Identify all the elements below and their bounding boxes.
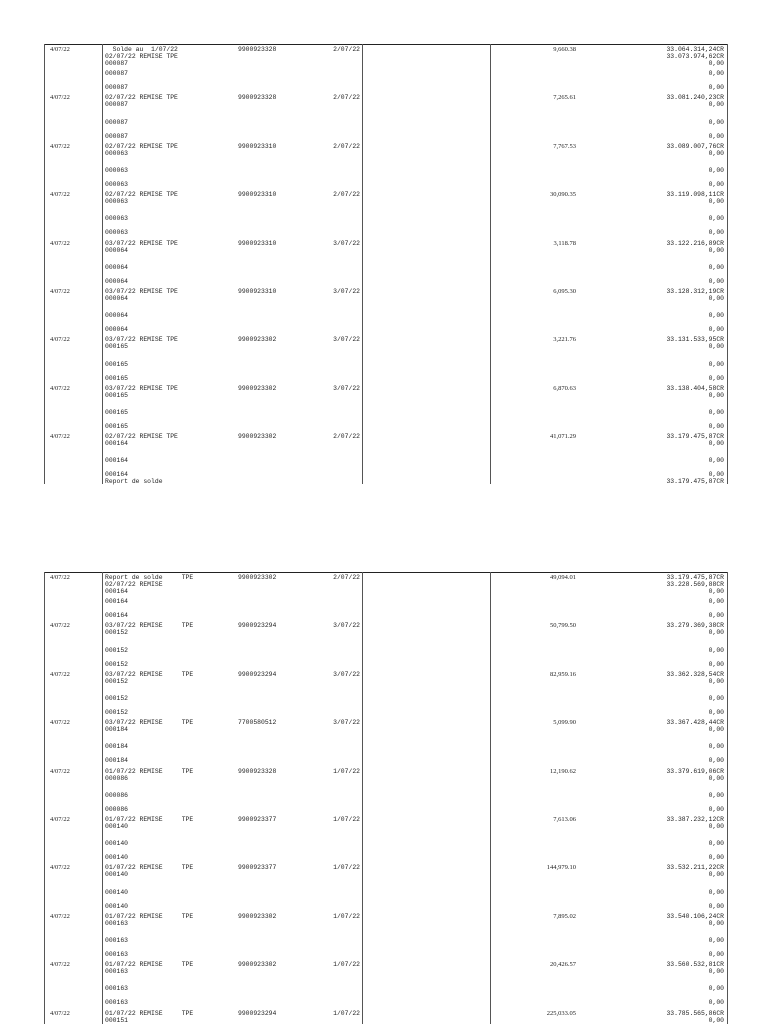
entry-label: Solde au 1/07/22 02/07/22 REMISE TPE 000087 [105, 46, 178, 67]
entry-value-date: 1/07/22 [333, 816, 360, 823]
entry-date: 4/07/22 [50, 574, 70, 581]
entry-balance: 33.362.328,54CR 0,00 [666, 670, 724, 685]
entry-date: 4/07/22 [50, 191, 70, 199]
entry-amount: 225,033.05 [546, 1009, 576, 1017]
entry-date: 4/07/22 [50, 433, 70, 441]
table-top-rule [44, 572, 727, 573]
entry-balance: 33.089.007,76CR 0,00 [666, 142, 724, 157]
entry-balance: 33.131.533,95CR 0,00 [666, 336, 724, 351]
entry-reference: 9900923328 [238, 767, 277, 775]
column-rule [102, 572, 103, 1024]
entry-balance: 0,00 0,00 [708, 118, 724, 140]
entry-value-date: 3/07/22 [333, 336, 360, 344]
entry-label: 01/07/22 REMISE TPE 000163 [105, 912, 194, 927]
column-rule [44, 44, 45, 484]
entry-amount: 3,118.78 [553, 239, 576, 247]
entry-amount: 20,426.57 [550, 961, 576, 969]
entry-value-date: 2/07/22 [333, 142, 360, 150]
entry-balance: 33.785.565,86CR 0,00 [666, 1009, 724, 1024]
entry-date: 4/07/22 [50, 816, 70, 823]
entry-value-date: 1/07/22 [333, 1009, 360, 1017]
entry-balance: 0,00 0,00 [708, 70, 724, 92]
entry-label: 000087 000087 [105, 70, 129, 92]
entry-amount: 3,221.76 [553, 336, 576, 344]
entry-label: 03/07/22 REMISE TPE 000152 [105, 670, 194, 685]
entry-value-date: 2/07/22 [333, 46, 360, 53]
entry-label: 000165 000165 [105, 360, 129, 382]
entry-value-date: 1/07/22 [333, 961, 360, 969]
entry-balance: 0,00 0,00 [708, 312, 724, 334]
entry-balance: 0,00 0,00 [708, 598, 724, 620]
entry-balance: 33.540.106,24CR 0,00 [666, 912, 724, 927]
entry-balance: 33.179.475,87CR 33.228.569,88CR 0,00 [666, 574, 724, 595]
column-rule [362, 572, 363, 1024]
entry-reference: 9900923302 [238, 336, 277, 344]
entry-amount: 7,265.61 [553, 94, 576, 102]
entry-balance: 0,00 0,00 [708, 743, 724, 765]
entry-amount: 5,099.90 [553, 719, 576, 727]
entry-label: 000064 000064 [105, 312, 129, 334]
entry-label: Report de solde TPE 02/07/22 REMISE 000164 [105, 574, 194, 595]
entry-label: 01/07/22 REMISE TPE 000140 [105, 816, 194, 830]
entry-reference: 7700580512 [238, 719, 277, 727]
column-rule [44, 572, 45, 1024]
entry-date: 4/07/22 [50, 46, 70, 53]
entry-label: 000164 000164 Report de solde [105, 457, 163, 486]
entry-amount: 144,979.10 [546, 864, 576, 872]
entry-balance: 0,00 0,00 [708, 791, 724, 813]
entry-balance: 33.179.475,87CR 0,00 [666, 433, 724, 448]
entry-value-date: 1/07/22 [333, 767, 360, 775]
entry-date: 4/07/22 [50, 670, 70, 678]
entry-reference: 9900923302 [238, 433, 277, 441]
entry-reference: 9900923294 [238, 622, 277, 630]
column-rule [727, 572, 728, 1024]
entry-amount: 6,095.30 [553, 288, 576, 295]
entry-balance: 0,00 0,00 [708, 360, 724, 382]
entry-label: 01/07/22 REMISE TPE 000140 [105, 864, 194, 879]
entry-reference: 9900923302 [238, 574, 277, 581]
entry-reference: 9900923328 [238, 46, 277, 53]
entry-balance: 0,00 0,00 [708, 263, 724, 285]
entry-value-date: 2/07/22 [333, 433, 360, 441]
entry-date: 4/07/22 [50, 336, 70, 344]
entry-value-date: 1/07/22 [333, 864, 360, 872]
entry-date: 4/07/22 [50, 1009, 70, 1017]
entry-amount: 6,870.63 [553, 384, 576, 392]
entry-reference: 9900923377 [238, 816, 277, 823]
entry-value-date: 3/07/22 [333, 288, 360, 295]
entry-label: 03/07/22 REMISE TPE 000184 [105, 719, 194, 734]
column-rule [490, 44, 491, 484]
entry-reference: 9900923302 [238, 912, 277, 920]
entry-balance: 0,00 0,00 [708, 695, 724, 716]
entry-date: 4/07/22 [50, 94, 70, 102]
entry-value-date: 2/07/22 [333, 94, 360, 102]
entry-date: 4/07/22 [50, 288, 70, 295]
entry-label: 01/07/22 REMISE TPE 000151 [105, 1009, 194, 1024]
entry-date: 4/07/22 [50, 622, 70, 630]
entry-balance: 0,00 0,00 [708, 167, 724, 188]
entry-balance: 33.279.369,38CR 0,00 [666, 622, 724, 637]
entry-date: 4/07/22 [50, 961, 70, 969]
statement-section-1 [44, 44, 727, 484]
entry-label: 000164 000164 [105, 598, 129, 620]
entry-balance: 33.560.532,81CR 0,00 [666, 961, 724, 976]
column-rule [490, 572, 491, 1024]
entry-balance: 33.081.240,23CR 0,00 [666, 94, 724, 109]
entry-label: 000063 000063 [105, 215, 129, 237]
entry-balance: 33.387.232,12CR 0,00 [666, 816, 724, 830]
entry-value-date: 1/07/22 [333, 912, 360, 920]
table-top-rule [44, 44, 727, 45]
entry-label: 02/07/22 REMISE TPE 000063 [105, 191, 178, 206]
entry-amount: 49,094.01 [550, 574, 576, 581]
entry-date: 4/07/22 [50, 912, 70, 920]
entry-balance: 33.064.314,24CR 33.073.974,62CR 0,00 [666, 46, 724, 67]
entry-date: 4/07/22 [50, 142, 70, 150]
entry-label: 000140 000140 [105, 888, 129, 910]
entry-label: 000064 000064 [105, 263, 129, 285]
entry-label: 000163 000163 [105, 937, 129, 958]
entry-reference: 9900923310 [238, 239, 277, 247]
entry-value-date: 3/07/22 [333, 239, 360, 247]
entry-label: 000184 000184 [105, 743, 129, 765]
entry-reference: 9900923328 [238, 94, 277, 102]
entry-value-date: 2/07/22 [333, 191, 360, 199]
entry-date: 4/07/22 [50, 864, 70, 872]
entry-balance: 33.122.216,89CR 0,00 [666, 239, 724, 254]
entry-amount: 50,799.50 [550, 622, 576, 630]
entry-label: 000152 000152 [105, 646, 129, 668]
entry-label: 02/07/22 REMISE TPE 000087 [105, 94, 178, 109]
entry-balance: 0,00 0,00 [708, 409, 724, 430]
entry-balance: 33.138.404,58CR 0,00 [666, 384, 724, 399]
entry-amount: 7,895.02 [553, 912, 576, 920]
entry-balance: 33.367.428,44CR 0,00 [666, 719, 724, 734]
entry-value-date: 3/07/22 [333, 384, 360, 392]
entry-label: 03/07/22 REMISE TPE 000064 [105, 288, 178, 302]
entry-label: 000165 000165 [105, 409, 129, 430]
entry-amount: 9,660.38 [553, 46, 576, 53]
entry-label: 000152 000152 [105, 695, 129, 716]
entry-amount: 30,090.35 [550, 191, 576, 199]
entry-balance: 33.532.211,22CR 0,00 [666, 864, 724, 879]
entry-reference: 9900923294 [238, 670, 277, 678]
entry-balance: 0,00 0,00 [708, 888, 724, 910]
column-rule [727, 44, 728, 484]
entry-date: 4/07/22 [50, 767, 70, 775]
entry-amount: 12,190.62 [550, 767, 576, 775]
entry-date: 4/07/22 [50, 719, 70, 727]
entry-value-date: 3/07/22 [333, 670, 360, 678]
entry-label: 000163 000163 [105, 985, 129, 1007]
entry-reference: 9900923302 [238, 384, 277, 392]
entry-date: 4/07/22 [50, 384, 70, 392]
entry-label: 01/07/22 REMISE TPE 000163 [105, 961, 194, 976]
entry-label: 01/07/22 REMISE TPE 000086 [105, 767, 194, 782]
entry-balance: 0,00 0,00 33.179.475,87CR [666, 457, 724, 486]
entry-balance: 33.119.098,11CR 0,00 [666, 191, 724, 206]
entry-label: 000087 000087 [105, 118, 129, 140]
entry-balance: 33.379.619,06CR 0,00 [666, 767, 724, 782]
entry-balance: 0,00 0,00 [708, 215, 724, 237]
entry-label: 03/07/22 REMISE TPE 000165 [105, 384, 178, 399]
statement-section-2 [44, 572, 727, 1024]
entry-value-date: 2/07/22 [333, 574, 360, 581]
entry-reference: 9900923310 [238, 191, 277, 199]
entry-amount: 7,613.06 [553, 816, 576, 823]
entry-amount: 7,767.53 [553, 142, 576, 150]
column-rule [102, 44, 103, 484]
entry-label: 03/07/22 REMISE TPE 000152 [105, 622, 194, 637]
entry-balance: 33.128.312,19CR 0,00 [666, 288, 724, 302]
entry-date: 4/07/22 [50, 239, 70, 247]
entry-label: 03/07/22 REMISE TPE 000165 [105, 336, 178, 351]
entry-label: 000063 000063 [105, 167, 129, 188]
entry-amount: 41,071.29 [550, 433, 576, 441]
entry-amount: 82,959.16 [550, 670, 576, 678]
entry-balance: 0,00 0,00 [708, 840, 724, 862]
entry-label: 02/07/22 REMISE TPE 000063 [105, 142, 178, 157]
entry-balance: 0,00 0,00 [708, 985, 724, 1007]
entry-label: 000086 000086 [105, 791, 129, 813]
entry-balance: 0,00 0,00 [708, 937, 724, 958]
entry-reference: 9900923377 [238, 864, 277, 872]
entry-reference: 9900923310 [238, 288, 277, 295]
entry-reference: 9900923310 [238, 142, 277, 150]
column-rule [362, 44, 363, 484]
entry-reference: 9900923294 [238, 1009, 277, 1017]
entry-label: 000140 000140 [105, 840, 129, 862]
entry-reference: 9900923302 [238, 961, 277, 969]
entry-balance: 0,00 0,00 [708, 646, 724, 668]
entry-value-date: 3/07/22 [333, 719, 360, 727]
entry-label: 02/07/22 REMISE TPE 000164 [105, 433, 178, 448]
entry-value-date: 3/07/22 [333, 622, 360, 630]
entry-label: 03/07/22 REMISE TPE 000064 [105, 239, 178, 254]
